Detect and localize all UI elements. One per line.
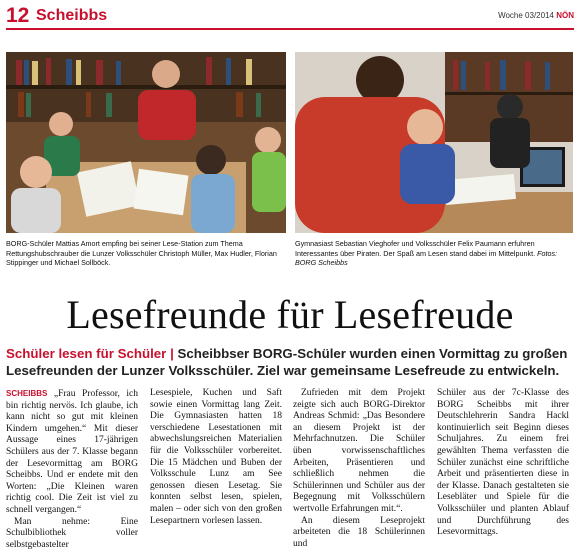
photo-student-and-pupil-icon: [295, 52, 573, 233]
article-teaser: [6, 346, 572, 379]
photo-credit: Fotos: BORG Scheibbs: [295, 248, 558, 268]
paragraph: [6, 388, 138, 517]
photo-right: [295, 52, 573, 233]
article-column-3: [293, 388, 425, 550]
article-column-2: [150, 388, 282, 527]
article-kicker: Schüler lesen für Schüler: [6, 346, 167, 361]
photo-students-reading-icon: [6, 52, 286, 233]
section-title: Scheibbs: [36, 7, 108, 24]
article-headline: Lesefreunde für Lesefreude: [66, 292, 514, 337]
header-rule: [6, 28, 574, 30]
dateline: SCHEIBBS: [6, 389, 48, 398]
issue-info: [498, 11, 574, 20]
photo-right-caption: [295, 239, 573, 268]
paragraph: An diesem Leseprojekt arbeiteten die 18 Schülerinnen und: [293, 515, 425, 549]
paragraph: Zufrieden mit dem Projekt zeigte sich auch BORG-Direktor Andreas Schmid: „Das Besondere an diesem Projekt ist der Mehrfachnutzen. Die Schüler üben vorwissenschaftliches Arbeiten, Präsentieren und schließlich nehmen die Schülerinnen und Schüler aus der Begegnung mit Volksschülern wertvolle Erfahrungen mit.“.: [293, 388, 425, 514]
paragraph: Lesespiele, Kuchen und Saft sowie einen Vormittag lang Zeit. Die Gymnasiasten hatten 18 verschiedene Lesestationen mit abwechslungsreichen Materialien für die Volksschüler vorbereitet. Die 15 Mädchen und Buben der Volksschule Lunz am See genossen diesen Lesetag. Sie konnten selbst lesen, spielen, malen – oder sich von den großen Lesepartnern vorlesen lassen.: [150, 388, 282, 526]
article-column-4: [437, 388, 569, 539]
paragraph: Man nehme: Eine Schulbibliothek voller selbstgebastelter: [6, 516, 138, 550]
photo-right-caption-text: Gymnasiast Sebastian Vieghofer und Volksschüler Felix Paumann erfuhren Interessantes über Piraten. Der Spaß am Lesen stand dabei im Mittelpunkt.: [295, 239, 536, 258]
paragraph-text: „Frau Professor, ich bin richtig nervös. Ich glaube, ich kann nicht so gut mit kleinen Kindern umgehen.“ Mit dieser Aussage eines 17-jährigen Schülers aus der 7. Klasse begann der Lesevormittag am BORG Scheibbs. Und er endete mit den Worten: „Die Kleinen waren richtig cool. Die Zeit ist viel zu schnell vergangen.“: [6, 389, 138, 515]
brand-name: NÖN: [556, 11, 574, 20]
page-header: [6, 4, 574, 28]
kicker-separator: |: [170, 346, 174, 361]
article-lead: Scheibbser BORG-Schüler wurden einen Vormittag zu großen Lesefreunden der Lunzer Volksschüler. Ziel war gemeinsame Lesefreude zu entwickeln.: [6, 346, 568, 378]
page-number: 12: [6, 4, 30, 27]
paragraph: Schüler aus der 7c-Klasse des BORG Scheibbs mit ihrer Deutschlehrerin Sandra Hackl kontinuierlich seit Beginn dieses Schuljahres. Zu einem frei gewählten Thema verfassten die Schüler zunächst eine schriftliche Arbeit und präsentierten diese in der Klasse. Danach gestalteten sie Lesebläter und Spiele für die Volksschüler und planten Ablauf und Durchführung des Lesevormittags.: [437, 388, 569, 538]
photo-left: [6, 52, 286, 233]
article-column-1: [6, 388, 138, 551]
photo-left-caption: BORG-Schüler Mattias Amort empfing bei seiner Lese-Station zum Thema Rettungshubschrauber die Lunzer Volksschüler Christoph Müller, Max Hudler, Florian Stippinger und Michael Sollböck.: [6, 239, 277, 268]
issue-week: Woche 03/2014: [498, 11, 554, 20]
